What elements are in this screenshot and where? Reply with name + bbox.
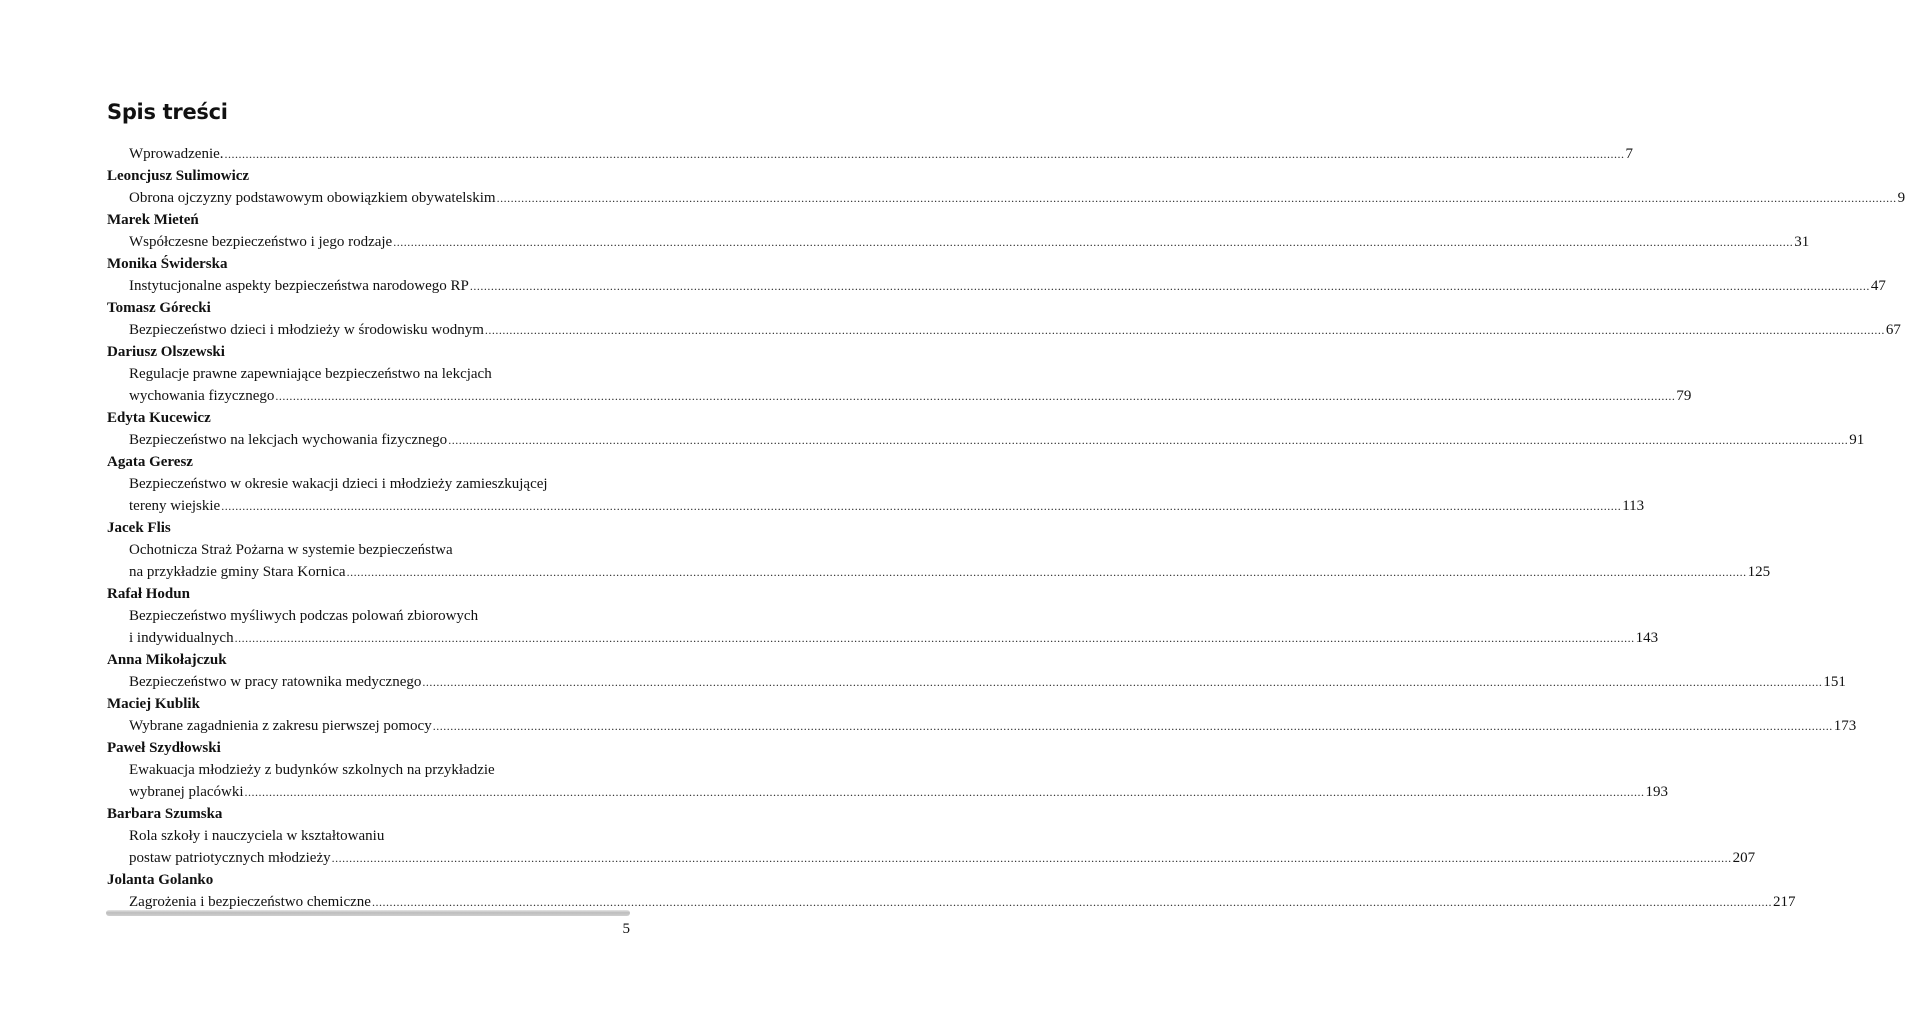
toc-author: Jolanta Golanko (107, 872, 214, 888)
toc-author: Anna Mikołajczuk (107, 652, 227, 668)
toc-page-number: 91 (1849, 432, 1865, 448)
toc-page-number: 207 (1732, 850, 1756, 866)
toc-item (107, 143, 1634, 165)
toc-author: Jacek Flis (107, 520, 171, 536)
toc-entry-line (129, 231, 1810, 253)
toc-page-number: 125 (1747, 564, 1771, 580)
dot-leader: ................................................................................................................................................................................................................................................................................................................................................................................................................ (469, 279, 1870, 293)
toc-entry-title: wychowania fizycznego (129, 388, 275, 404)
toc-entry-title: na przykładzie gminy Stara Kornica (129, 564, 346, 580)
toc-entry-title-line: Ochotnicza Straż Pożarna w systemie bezpieczeństwa (129, 542, 453, 558)
toc-entry-line (129, 627, 1659, 649)
toc-page-number: 7 (1625, 146, 1634, 162)
toc-entry-title: Współczesne bezpieczeństwo i jego rodzaje (129, 234, 393, 250)
toc-entry-title-line: Rola szkoły i nauczyciela w kształtowaniu (129, 828, 385, 844)
footer-divider (106, 910, 630, 916)
toc-entry-line (129, 275, 1886, 297)
toc-page-number: 31 (1794, 234, 1810, 250)
toc-item (107, 341, 1692, 407)
dot-leader: ................................................................................................................................................................................................................................................................................................................................................................................................................ (275, 389, 1676, 403)
toc-entry-title-line: Regulacje prawne zapewniające bezpieczeństwo na lekcjach (129, 366, 492, 382)
toc-item (107, 649, 1846, 693)
toc-entry (129, 715, 1857, 737)
dot-leader: ................................................................................................................................................................................................................................................................................................................................................................................................................ (393, 235, 1794, 249)
toc-page-number: 173 (1833, 718, 1857, 734)
toc-item (107, 693, 1857, 737)
toc-entry (129, 759, 1669, 803)
toc-entry-line (129, 781, 1669, 803)
toc-author: Paweł Szydłowski (107, 740, 221, 756)
toc-author: Tomasz Górecki (107, 300, 211, 316)
toc-entry-title: Bezpieczeństwo dzieci i młodzieży w środowisku wodnym (129, 322, 484, 338)
toc-entry-title: Bezpieczeństwo na lekcjach wychowania fizycznego (129, 432, 448, 448)
dot-leader: ................................................................................................................................................................................................................................................................................................................................................................................................................ (331, 851, 1732, 865)
table-of-contents (107, 143, 1905, 913)
toc-entry (129, 473, 1645, 517)
toc-item (107, 803, 1756, 869)
toc-entry-line (129, 319, 1901, 341)
toc-entry-title: Wybrane zagadnienia z zakresu pierwszej pomocy (129, 718, 432, 734)
toc-entry-title: Obrona ojczyzny podstawowym obowiązkiem obywatelskim (129, 190, 496, 206)
toc-page-number: 67 (1885, 322, 1901, 338)
dot-leader: ................................................................................................................................................................................................................................................................................................................................................................................................................ (224, 147, 1625, 161)
toc-author: Edyta Kucewicz (107, 410, 211, 426)
toc-entry-title-line: Bezpieczeństwo w okresie wakacji dzieci i młodzieży zamieszkującej (129, 476, 548, 492)
toc-entry-title: postaw patriotycznych młodzieży (129, 850, 331, 866)
toc-entry-title: i indywidualnych (129, 630, 234, 646)
toc-page-number: 143 (1635, 630, 1659, 646)
toc-entry (129, 363, 1692, 407)
dot-leader: ................................................................................................................................................................................................................................................................................................................................................................................................................ (234, 631, 1635, 645)
toc-entry (129, 231, 1810, 253)
toc-entry-line (129, 143, 1634, 165)
toc-author: Marek Mieteń (107, 212, 199, 228)
toc-item (107, 737, 1669, 803)
toc-author: Rafał Hodun (107, 586, 190, 602)
toc-item (107, 517, 1771, 583)
toc-entry (129, 429, 1865, 451)
dot-leader: ................................................................................................................................................................................................................................................................................................................................................................................................................ (371, 895, 1772, 909)
toc-entry-line (129, 495, 1645, 517)
toc-entry-title-line: Ewakuacja młodzieży z budynków szkolnych na przykładzie (129, 762, 495, 778)
toc-item (107, 297, 1901, 341)
toc-entry-title: Bezpieczeństwo w pracy ratownika medycznego (129, 674, 422, 690)
toc-author: Agata Geresz (107, 454, 193, 470)
dot-leader: ................................................................................................................................................................................................................................................................................................................................................................................................................ (484, 323, 1885, 337)
toc-item (107, 407, 1865, 451)
toc-entry (129, 605, 1659, 649)
toc-entry (129, 187, 1905, 209)
dot-leader: ................................................................................................................................................................................................................................................................................................................................................................................................................ (221, 499, 1622, 513)
toc-author: Maciej Kublik (107, 696, 200, 712)
toc-entry-title: Instytucjonalne aspekty bezpieczeństwa narodowego RP (129, 278, 469, 294)
toc-page-number: 151 (1823, 674, 1846, 690)
dot-leader: ................................................................................................................................................................................................................................................................................................................................................................................................................ (244, 785, 1645, 799)
page-title: Spis treści (107, 100, 228, 124)
toc-item (107, 253, 1886, 297)
toc-author: Monika Świderska (107, 256, 228, 272)
toc-item (107, 165, 1905, 209)
toc-entry-line (129, 847, 1756, 869)
toc-entry-line (129, 715, 1857, 737)
toc-page-number: 9 (1897, 190, 1905, 206)
toc-entry-line (129, 429, 1865, 451)
toc-entry-title: Wprowadzenie. (129, 146, 224, 162)
dot-leader: ................................................................................................................................................................................................................................................................................................................................................................................................................ (432, 719, 1833, 733)
toc-item (107, 869, 1796, 913)
toc-author: Barbara Szumska (107, 806, 223, 822)
dot-leader: ................................................................................................................................................................................................................................................................................................................................................................................................................ (496, 191, 1897, 205)
toc-entry-line (129, 671, 1846, 693)
toc-page-number: 47 (1870, 278, 1886, 294)
toc-author: Leoncjusz Sulimowicz (107, 168, 250, 184)
toc-entry (129, 275, 1886, 297)
toc-item (107, 451, 1645, 517)
toc-item (107, 209, 1810, 253)
toc-page-number: 113 (1622, 498, 1645, 514)
dot-leader: ................................................................................................................................................................................................................................................................................................................................................................................................................ (346, 565, 1747, 579)
toc-entry-line (129, 385, 1692, 407)
toc-entry (129, 671, 1846, 693)
toc-page-number: 79 (1676, 388, 1692, 404)
toc-entry-title: wybranej placówki (129, 784, 244, 800)
toc-author: Dariusz Olszewski (107, 344, 225, 360)
dot-leader: ................................................................................................................................................................................................................................................................................................................................................................................................................ (448, 433, 1849, 447)
toc-entry-title-line: Bezpieczeństwo myśliwych podczas polowań zbiorowych (129, 608, 479, 624)
toc-entry-line (129, 187, 1905, 209)
toc-page-number: 217 (1772, 894, 1796, 910)
page-number: 5 (622, 921, 630, 937)
toc-entry-line (129, 561, 1771, 583)
dot-leader: ................................................................................................................................................................................................................................................................................................................................................................................................................ (422, 675, 1823, 689)
toc-entry (129, 319, 1901, 341)
toc-entry (129, 143, 1634, 165)
toc-item (107, 583, 1659, 649)
toc-entry (129, 825, 1756, 869)
toc-entry-title: tereny wiejskie (129, 498, 221, 514)
toc-entry (129, 539, 1771, 583)
toc-page-number: 193 (1645, 784, 1669, 800)
toc-entry-title: Zagrożenia i bezpieczeństwo chemiczne (129, 894, 371, 910)
